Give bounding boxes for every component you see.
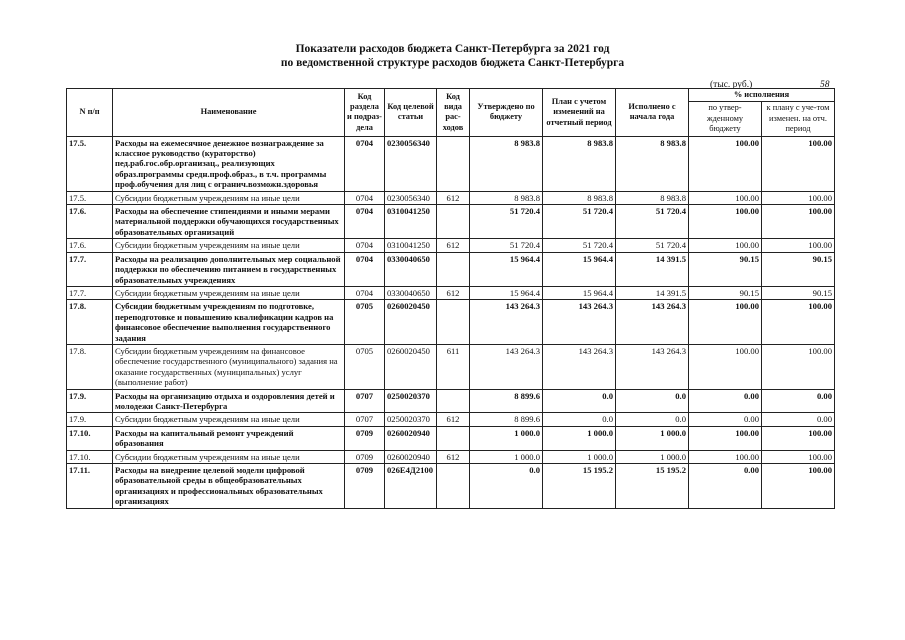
cell-approved: 8 899.6	[470, 413, 543, 426]
cell-pct-plan: 0.00	[762, 413, 835, 426]
table-row	[67, 450, 835, 463]
table-row	[67, 464, 835, 509]
cell-plan: 143 264.3	[543, 344, 616, 389]
cell-pct-plan: 100.00	[762, 191, 835, 204]
cell-name: Субсидии бюджетным учреждениям на иные цели	[113, 191, 345, 204]
header-num: N п/п	[67, 89, 113, 137]
cell-pct-approved: 100.00	[689, 136, 762, 191]
cell-pct-plan: 100.00	[762, 344, 835, 389]
cell-pct-approved: 0.00	[689, 413, 762, 426]
cell-plan: 51 720.4	[543, 205, 616, 239]
cell-pct-approved: 100.00	[689, 300, 762, 345]
cell-plan: 51 720.4	[543, 239, 616, 252]
header-approved: Утверждено по бюджету	[470, 89, 543, 137]
cell-approved: 1 000.0	[470, 426, 543, 450]
cell-pct-plan: 90.15	[762, 252, 835, 286]
title-line-1: Показатели расходов бюджета Санкт-Петербурга за 2021 год	[295, 43, 610, 55]
cell-name: Субсидии бюджетным учреждениям по подготовке, переподготовке и повышению квалификации кадров на финансовое обеспечение выполнения государственного задания	[113, 300, 345, 345]
cell-section: 0709	[345, 426, 385, 450]
cell-plan: 15 964.4	[543, 286, 616, 299]
table-row	[67, 300, 835, 345]
cell-target: 026Е4Д2100	[385, 464, 437, 509]
cell-pct-plan: 100.00	[762, 464, 835, 509]
cell-executed: 0.0	[616, 389, 689, 413]
cell-approved: 143 264.3	[470, 344, 543, 389]
cell-target: 0310041250	[385, 205, 437, 239]
cell-kind	[437, 389, 470, 413]
cell-approved: 15 964.4	[470, 286, 543, 299]
cell-target: 0260020450	[385, 300, 437, 345]
header-pct-approved: по утвер-жденному бюджету	[689, 102, 762, 136]
cell-executed: 8 983.8	[616, 191, 689, 204]
cell-name: Субсидии бюджетным учреждениям на иные цели	[113, 286, 345, 299]
cell-section: 0709	[345, 464, 385, 509]
cell-pct-approved: 100.00	[689, 205, 762, 239]
cell-target: 0330040650	[385, 286, 437, 299]
cell-kind	[437, 300, 470, 345]
cell-name: Расходы на капитальный ремонт учреждений образования	[113, 426, 345, 450]
cell-num: 17.9.	[67, 389, 113, 413]
header-pct-plan: к плану с уче-том изменен. на отч. период	[762, 102, 835, 136]
cell-section: 0704	[345, 136, 385, 191]
title-line-2: по ведомственной структуре расходов бюджета Санкт-Петербурга	[280, 57, 625, 69]
cell-executed: 15 195.2	[616, 464, 689, 509]
cell-pct-plan: 100.00	[762, 450, 835, 463]
cell-pct-approved: 0.00	[689, 389, 762, 413]
cell-name: Субсидии бюджетным учреждениям на иные цели	[113, 450, 345, 463]
cell-target: 0250020370	[385, 413, 437, 426]
cell-pct-approved: 100.00	[689, 450, 762, 463]
cell-approved: 51 720.4	[470, 205, 543, 239]
cell-section: 0704	[345, 239, 385, 252]
cell-kind	[437, 205, 470, 239]
cell-kind	[437, 464, 470, 509]
cell-executed: 51 720.4	[616, 205, 689, 239]
cell-section: 0704	[345, 191, 385, 204]
cell-num: 17.9.	[67, 413, 113, 426]
table-row	[67, 252, 835, 286]
cell-pct-plan: 100.00	[762, 136, 835, 191]
cell-pct-approved: 100.00	[689, 426, 762, 450]
cell-kind: 612	[437, 450, 470, 463]
header-target: Код целевой статьи	[385, 89, 437, 137]
cell-section: 0707	[345, 389, 385, 413]
cell-plan: 1 000.0	[543, 426, 616, 450]
cell-num: 17.7.	[67, 286, 113, 299]
cell-target: 0260020940	[385, 426, 437, 450]
cell-plan: 15 195.2	[543, 464, 616, 509]
cell-target: 0260020450	[385, 344, 437, 389]
header-plan: План с учетом изменений на отчетный период	[543, 89, 616, 137]
table-row	[67, 426, 835, 450]
cell-name: Расходы на ежемесячное денежное вознаграждение за классное руководство (кураторство) пед.раб.гос.обр.организац., реализующих образ.программы средн.проф.образ., в т.ч. программы проф.обучения для лиц с огранич.возможн.здоровья	[113, 136, 345, 191]
table-row	[67, 239, 835, 252]
table-row	[67, 205, 835, 239]
cell-num: 17.11.	[67, 464, 113, 509]
cell-target: 0310041250	[385, 239, 437, 252]
cell-section: 0707	[345, 413, 385, 426]
cell-plan: 15 964.4	[543, 252, 616, 286]
cell-name: Расходы на организацию отдыха и оздоровления детей и молодежи Санкт-Петербурга	[113, 389, 345, 413]
cell-pct-approved: 100.00	[689, 239, 762, 252]
cell-target: 0260020940	[385, 450, 437, 463]
cell-num: 17.6.	[67, 239, 113, 252]
cell-target: 0330040650	[385, 252, 437, 286]
cell-executed: 51 720.4	[616, 239, 689, 252]
cell-executed: 0.0	[616, 413, 689, 426]
cell-num: 17.10.	[67, 450, 113, 463]
table-row	[67, 191, 835, 204]
cell-section: 0705	[345, 300, 385, 345]
cell-executed: 1 000.0	[616, 450, 689, 463]
cell-num: 17.6.	[67, 205, 113, 239]
cell-approved: 143 264.3	[470, 300, 543, 345]
cell-approved: 1 000.0	[470, 450, 543, 463]
table-row	[67, 344, 835, 389]
table-row	[67, 286, 835, 299]
cell-plan: 143 264.3	[543, 300, 616, 345]
header-kind: Код вида рас-ходов	[437, 89, 470, 137]
cell-num: 17.7.	[67, 252, 113, 286]
cell-kind: 612	[437, 413, 470, 426]
cell-num: 17.5.	[67, 191, 113, 204]
cell-kind	[437, 136, 470, 191]
table-row	[67, 413, 835, 426]
cell-target: 0230056340	[385, 191, 437, 204]
cell-num: 17.5.	[67, 136, 113, 191]
cell-name: Субсидии бюджетным учреждениям на иные цели	[113, 239, 345, 252]
cell-pct-plan: 90.15	[762, 286, 835, 299]
cell-executed: 8 983.8	[616, 136, 689, 191]
cell-target: 0230056340	[385, 136, 437, 191]
cell-pct-plan: 100.00	[762, 205, 835, 239]
cell-approved: 15 964.4	[470, 252, 543, 286]
cell-approved: 8 983.8	[470, 136, 543, 191]
table-row	[67, 136, 835, 191]
cell-num: 17.8.	[67, 300, 113, 345]
cell-name: Субсидии бюджетным учреждениям на иные цели	[113, 413, 345, 426]
cell-executed: 143 264.3	[616, 300, 689, 345]
cell-section: 0709	[345, 450, 385, 463]
header-row	[67, 89, 835, 102]
table-row	[67, 389, 835, 413]
cell-section: 0704	[345, 286, 385, 299]
cell-name: Расходы на реализацию дополнительных мер социальной поддержки по обеспечению питанием в государственных образовательных учреждениях	[113, 252, 345, 286]
cell-kind: 611	[437, 344, 470, 389]
cell-section: 0704	[345, 205, 385, 239]
cell-kind	[437, 252, 470, 286]
cell-target: 0250020370	[385, 389, 437, 413]
units-label: (тыс. руб.)	[710, 80, 753, 90]
cell-name: Расходы на внедрение целевой модели цифровой образовательной среды в общеобразовательных организациях и профессиональных образовательных организациях	[113, 464, 345, 509]
cell-plan: 0.0	[543, 389, 616, 413]
cell-executed: 14 391.5	[616, 286, 689, 299]
cell-kind: 612	[437, 286, 470, 299]
cell-section: 0704	[345, 252, 385, 286]
header-section: Код раздела и подраз-дела	[345, 89, 385, 137]
page-number: 58	[820, 80, 830, 90]
header-pct-group: % исполнения	[689, 89, 835, 102]
cell-approved: 51 720.4	[470, 239, 543, 252]
cell-pct-approved: 100.00	[689, 191, 762, 204]
budget-table	[66, 88, 835, 509]
cell-kind: 612	[437, 239, 470, 252]
cell-pct-plan: 100.00	[762, 426, 835, 450]
cell-name: Расходы на обеспечение стипендиями и иными мерами материальной поддержки обучающихся государственных образовательных организаций	[113, 205, 345, 239]
cell-num: 17.10.	[67, 426, 113, 450]
cell-pct-plan: 100.00	[762, 239, 835, 252]
cell-kind: 612	[437, 191, 470, 204]
cell-plan: 1 000.0	[543, 450, 616, 463]
cell-pct-approved: 90.15	[689, 286, 762, 299]
cell-approved: 8 899.6	[470, 389, 543, 413]
cell-plan: 8 983.8	[543, 136, 616, 191]
cell-plan: 0.0	[543, 413, 616, 426]
header-name: Наименование	[113, 89, 345, 137]
cell-pct-approved: 0.00	[689, 464, 762, 509]
cell-plan: 8 983.8	[543, 191, 616, 204]
document-title	[0, 42, 905, 70]
cell-section: 0705	[345, 344, 385, 389]
cell-num: 17.8.	[67, 344, 113, 389]
cell-pct-plan: 0.00	[762, 389, 835, 413]
header-executed: Исполнено с начала года	[616, 89, 689, 137]
cell-kind	[437, 426, 470, 450]
cell-approved: 0.0	[470, 464, 543, 509]
cell-name: Субсидии бюджетным учреждениям на финансовое обеспечение государственного (муниципального) задания на оказание государственных (муниципальных) услуг (выполнение работ)	[113, 344, 345, 389]
cell-executed: 1 000.0	[616, 426, 689, 450]
cell-executed: 14 391.5	[616, 252, 689, 286]
cell-executed: 143 264.3	[616, 344, 689, 389]
cell-approved: 8 983.8	[470, 191, 543, 204]
cell-pct-plan: 100.00	[762, 300, 835, 345]
cell-pct-approved: 90.15	[689, 252, 762, 286]
cell-pct-approved: 100.00	[689, 344, 762, 389]
